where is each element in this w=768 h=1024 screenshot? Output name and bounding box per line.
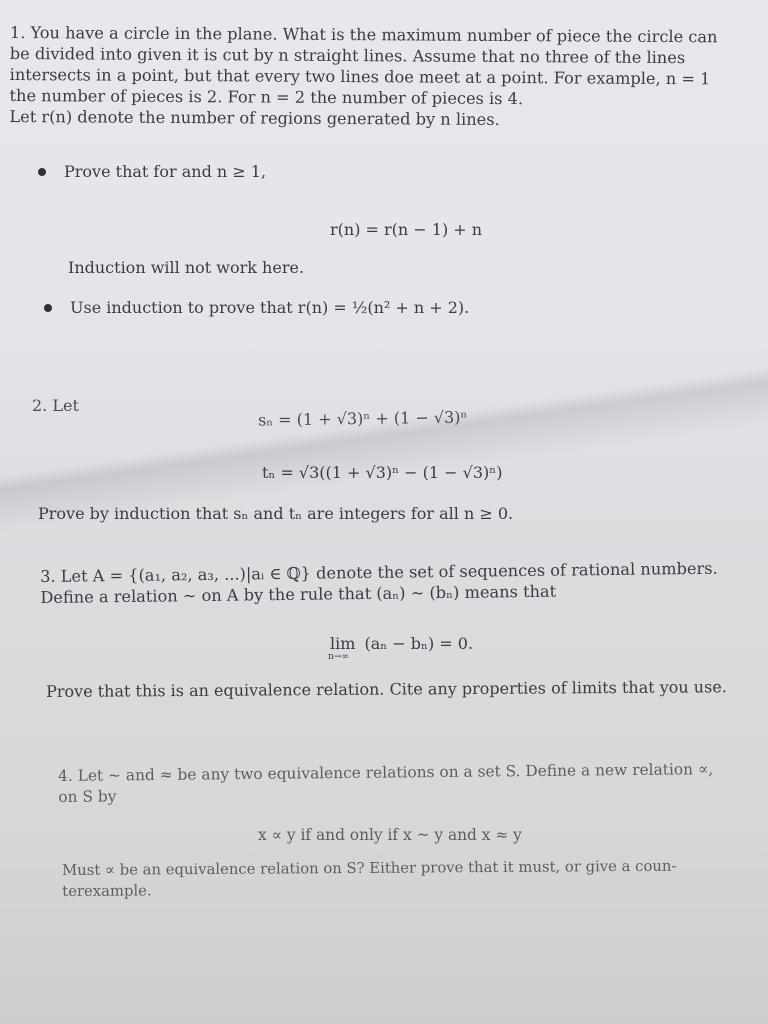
limit-word: lim [330,634,356,653]
problem-1-line: intersects in a point, but that every two lines doe meet at a point. For example, n = 1 [9,64,711,89]
problem-3-line: Define a relation ~ on A by the rule that (aₙ) ~ (bₙ) means that [40,581,557,607]
problem-4-text [58,759,714,808]
problem-4-question [62,856,677,902]
problem-2-label: 2. Let [32,396,79,415]
problem-3-limit [328,634,474,662]
problem-2-formula-s: sₙ = (1 + √3)ⁿ + (1 − √3)ⁿ [257,407,468,430]
problem-4-line: 4. Let ~ and ≈ be any two equivalence relations on a set S. Define a new relation ∝, [58,760,714,785]
problem-1-bullet-2: Use induction to prove that r(n) = ½(n² + n + 2). [70,298,470,317]
problem-4-line: on S by [58,787,117,806]
problem-4-question-line: Must ∝ be an equivalence relation on S? Either prove that it must, or give a coun- [62,857,677,879]
problem-3-text [40,558,718,608]
problem-1-bullet-1: Prove that for and n ≥ 1, [64,162,267,181]
limit-expression: (aₙ − bₙ) = 0. [364,634,474,653]
problem-1-line: Let r(n) denote the number of regions generated by n lines. [9,106,500,129]
problem-1-line: the number of pieces is 2. For n = 2 the number of pieces is 4. [9,85,524,109]
problem-1-line: 1. You have a circle in the plane. What is the maximum number of piece the circle can [9,22,718,47]
problem-4-question-line: terexample. [62,882,152,900]
problem-4-formula: x ∝ y if and only if x ~ y and x ≈ y [258,826,522,844]
problem-1-line: be divided into given it is cut by n straight lines. Assume that no three of the lines [9,43,686,68]
problem-1-formula-1: r(n) = r(n − 1) + n [330,220,483,239]
problem-1-text [9,22,717,131]
problem-1-note: Induction will not work here. [68,258,305,277]
problem-2-prove: Prove by induction that sₙ and tₙ are integers for all n ≥ 0. [38,504,514,523]
problem-3-prove: Prove that this is an equivalence relation. Cite any properties of limits that you use. [46,677,727,701]
limit-subscript: n→∞ [328,652,349,662]
problem-3-line: 3. Let A = {(a₁, a₂, a₃, ...)|aᵢ ∈ ℚ} denote the set of sequences of rational numbers. [40,558,718,586]
problem-2-formula-t: tₙ = √3((1 + √3)ⁿ − (1 − √3)ⁿ) [262,463,503,482]
